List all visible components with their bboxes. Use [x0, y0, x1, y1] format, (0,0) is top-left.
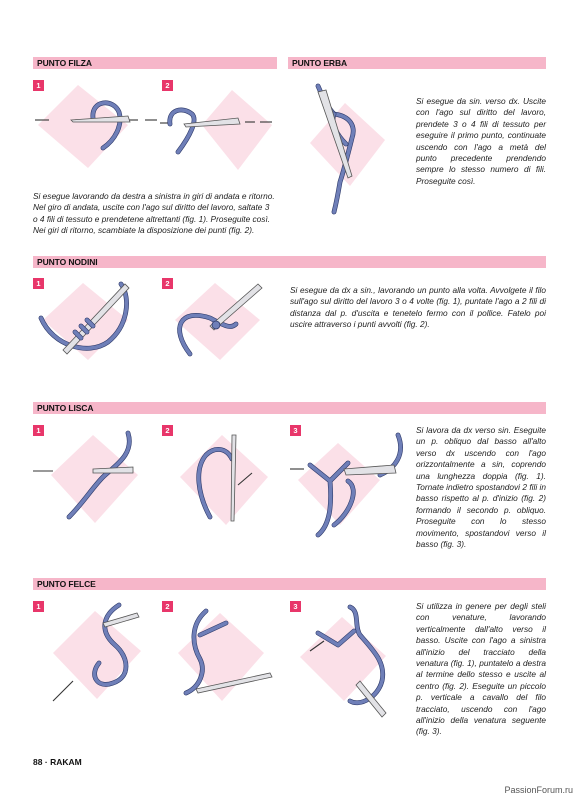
step-badge-3: 3 — [290, 601, 301, 612]
filza-illustration-1 — [33, 80, 163, 180]
section-title: PUNTO FILZA — [37, 58, 92, 68]
section-header-felce — [33, 578, 546, 590]
filza-illustration-2 — [160, 80, 280, 180]
magazine-name: RAKAM — [50, 757, 82, 767]
footer-separator: · — [44, 757, 48, 767]
step-badge-1: 1 — [33, 278, 44, 289]
lisca-illustration-2 — [160, 425, 280, 535]
section-title: PUNTO NODINI — [37, 257, 98, 267]
erba-illustration — [290, 78, 410, 218]
step-badge-3: 3 — [290, 425, 301, 436]
filza-description: Si esegue lavorando da destra a sinistra in giri di andata e ritorno. Nel giro di andata, uscite con l'ago sul diritto del lavoro, saltate 3 o 4 fili di tessuto e prendetene altrettanti (fig. 1). Proseguite così. Nei giri di ritorno, scambiate la disposizione dei punti (fig. 2). — [33, 191, 275, 236]
section-header-lisca — [33, 402, 546, 414]
felce-illustration-3 — [290, 601, 410, 721]
step-badge-1: 1 — [33, 425, 44, 436]
nodini-illustration-2 — [160, 278, 280, 368]
section-title: PUNTO LISCA — [37, 403, 94, 413]
felce-illustration-1 — [33, 601, 158, 711]
step-badge-1: 1 — [33, 601, 44, 612]
step-badge-1: 1 — [33, 80, 44, 91]
step-badge-2: 2 — [162, 601, 173, 612]
section-title: PUNTO FELCE — [37, 579, 96, 589]
step-badge-2: 2 — [162, 278, 173, 289]
nodini-illustration-1 — [33, 278, 158, 368]
watermark: PassionForum.ru — [504, 785, 573, 795]
step-badge-2: 2 — [162, 80, 173, 91]
section-header-nodini — [33, 256, 546, 268]
felce-description: Si utilizza in genere per degli steli con venature, lavorando verticalmente dall'alto verso il basso. Uscite con l'ago a sinistra all'inizio del tracciato della venatura (fig. 1), puntatelo a destra al termine dello stesso e uscite al centro (fig. 2). Eseguite un piccolo p. verticale a cavallo del filo tracciato, uscendo con l'ago all'inizio della venatura seguente (fig. 3). — [416, 601, 546, 737]
page-footer — [33, 757, 82, 767]
lisca-description: Si lavora da dx verso sin. Eseguite un p. obliquo dal basso all'alto verso dx uscendo con l'ago orizzontalmente a sin, coprendo una lunghezza doppia (fig. 1). Tornate indietro spostandovi 2 fili in basso rispetto al p. d'inizio (fig. 2) formando il secondo p. obliquo. Proseguite con lo stesso movimento, spostandovi verso il basso (fig. 3). — [416, 425, 546, 550]
section-header-erba — [288, 57, 546, 69]
page-number: 88 — [33, 757, 43, 767]
section-title: PUNTO ERBA — [292, 58, 348, 68]
felce-illustration-2 — [160, 601, 280, 711]
erba-description: Si esegue da sin. verso dx. Uscite con l'ago sul diritto del lavoro, prendete 3 o 4 fili di tessuto per eseguire il primo punto, continuate uscendo con l'ago a metà del punto precedente prendendo sempre lo stesso numero di fili. Proseguite così. — [416, 96, 546, 186]
lisca-illustration-1 — [33, 425, 158, 535]
step-badge-2: 2 — [162, 425, 173, 436]
lisca-illustration-3 — [290, 425, 410, 545]
nodini-description: Si esegue da dx a sin., lavorando un punto alla volta. Avvolgete il filo sull'ago sul diritto del lavoro 3 o 4 volte (fig. 1), puntate l'ago a 2 fili di distanza dal p. d'uscita e tenetelo fermo con il pollice. Fatelo poi uscire attraverso i punti avvolti (fig. 2). — [290, 285, 546, 330]
section-header-filza — [33, 57, 277, 69]
